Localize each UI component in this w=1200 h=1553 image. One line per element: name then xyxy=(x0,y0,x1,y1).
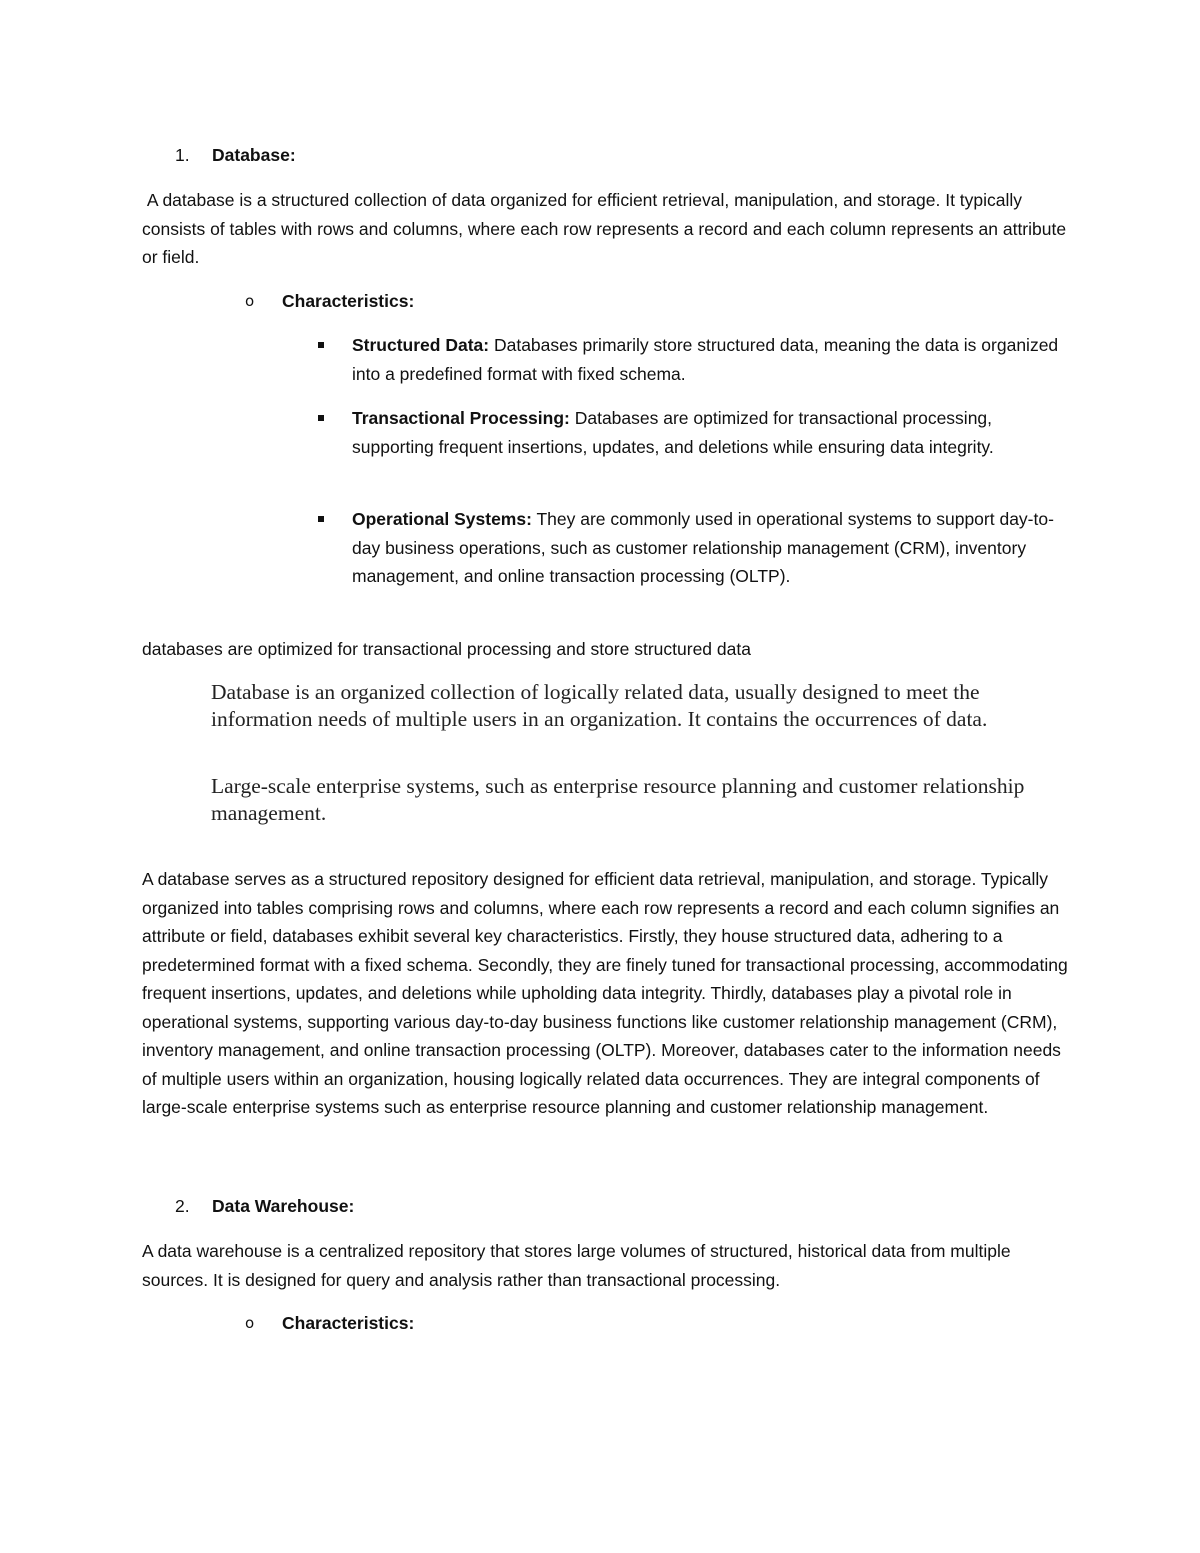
bullet-text: Databases primarily store structured data, meaning the data is organized into a predefined format with fixed schema. xyxy=(352,335,1059,384)
section-1-number: 1. xyxy=(175,145,190,165)
bullet-operational-systems xyxy=(352,505,1072,591)
section-1-intro: A database is a structured collection of data organized for efficient retrieval, manipulation, and storage. It typically consists of tables with rows and columns, where each row represents a record and each column represents an attribute or field. xyxy=(142,190,1071,267)
square-bullet-icon xyxy=(318,516,324,522)
characteristics-heading: Characteristics: xyxy=(282,1313,415,1333)
characteristics-heading: Characteristics: xyxy=(282,291,415,311)
quote-enterprise-systems: Large-scale enterprise systems, such as enterprise resource planning and customer relationship management. xyxy=(211,774,1025,825)
list-marker-o: o xyxy=(245,292,255,310)
quote-definition: Database is an organized collection of logically related data, usually designed to meet the information needs of multiple users in an organization. It contains the occurrences of data. xyxy=(211,680,988,731)
section-1-heading: Database: xyxy=(212,145,296,165)
bullet-term: Structured Data: xyxy=(352,335,490,355)
section-2-intro: A data warehouse is a centralized repository that stores large volumes of structured, historical data from multiple sources. It is designed for query and analysis rather than transactional processing. xyxy=(142,1241,1011,1290)
bullet-text: They are commonly used in operational systems to support day-to-day business operations, such as customer relationship management (CRM), inventory management, and online transaction processing (OLTP). xyxy=(352,509,1054,586)
bullet-structured-data xyxy=(352,331,1072,388)
summary-line: databases are optimized for transactional processing and store structured data xyxy=(142,639,751,659)
list-marker-o: o xyxy=(245,1314,255,1332)
section-2-heading: Data Warehouse: xyxy=(212,1196,355,1216)
bullet-text: Databases are optimized for transactional processing, supporting frequent insertions, updates, and deletions while ensuring data integrity. xyxy=(352,408,994,457)
square-bullet-icon xyxy=(318,415,324,421)
section-1-paragraph: A database serves as a structured repository designed for efficient data retrieval, manipulation, and storage. Typically organized into tables comprising rows and columns, where each row represents a record and each column signifies an attribute or field, databases exhibit several key characteristics. Firstly, they house structured data, adhering to a predetermined format with a fixed schema. Secondly, they are finely tuned for transactional processing, accommodating frequent insertions, updates, and deletions while upholding data integrity. Thirdly, databases play a pivotal role in operational systems, supporting various day-to-day business functions like customer relationship management (CRM), inventory management, and online transaction processing (OLTP). Moreover, databases cater to the information needs of multiple users within an organization, housing logically related data occurrences. They are integral components of large-scale enterprise systems such as enterprise resource planning and customer relationship management. xyxy=(142,869,1068,1117)
square-bullet-icon xyxy=(318,342,324,348)
bullet-transactional-processing xyxy=(352,404,1072,461)
section-2-number: 2. xyxy=(175,1196,190,1216)
bullet-term: Operational Systems: xyxy=(352,509,532,529)
bullet-term: Transactional Processing: xyxy=(352,408,570,428)
